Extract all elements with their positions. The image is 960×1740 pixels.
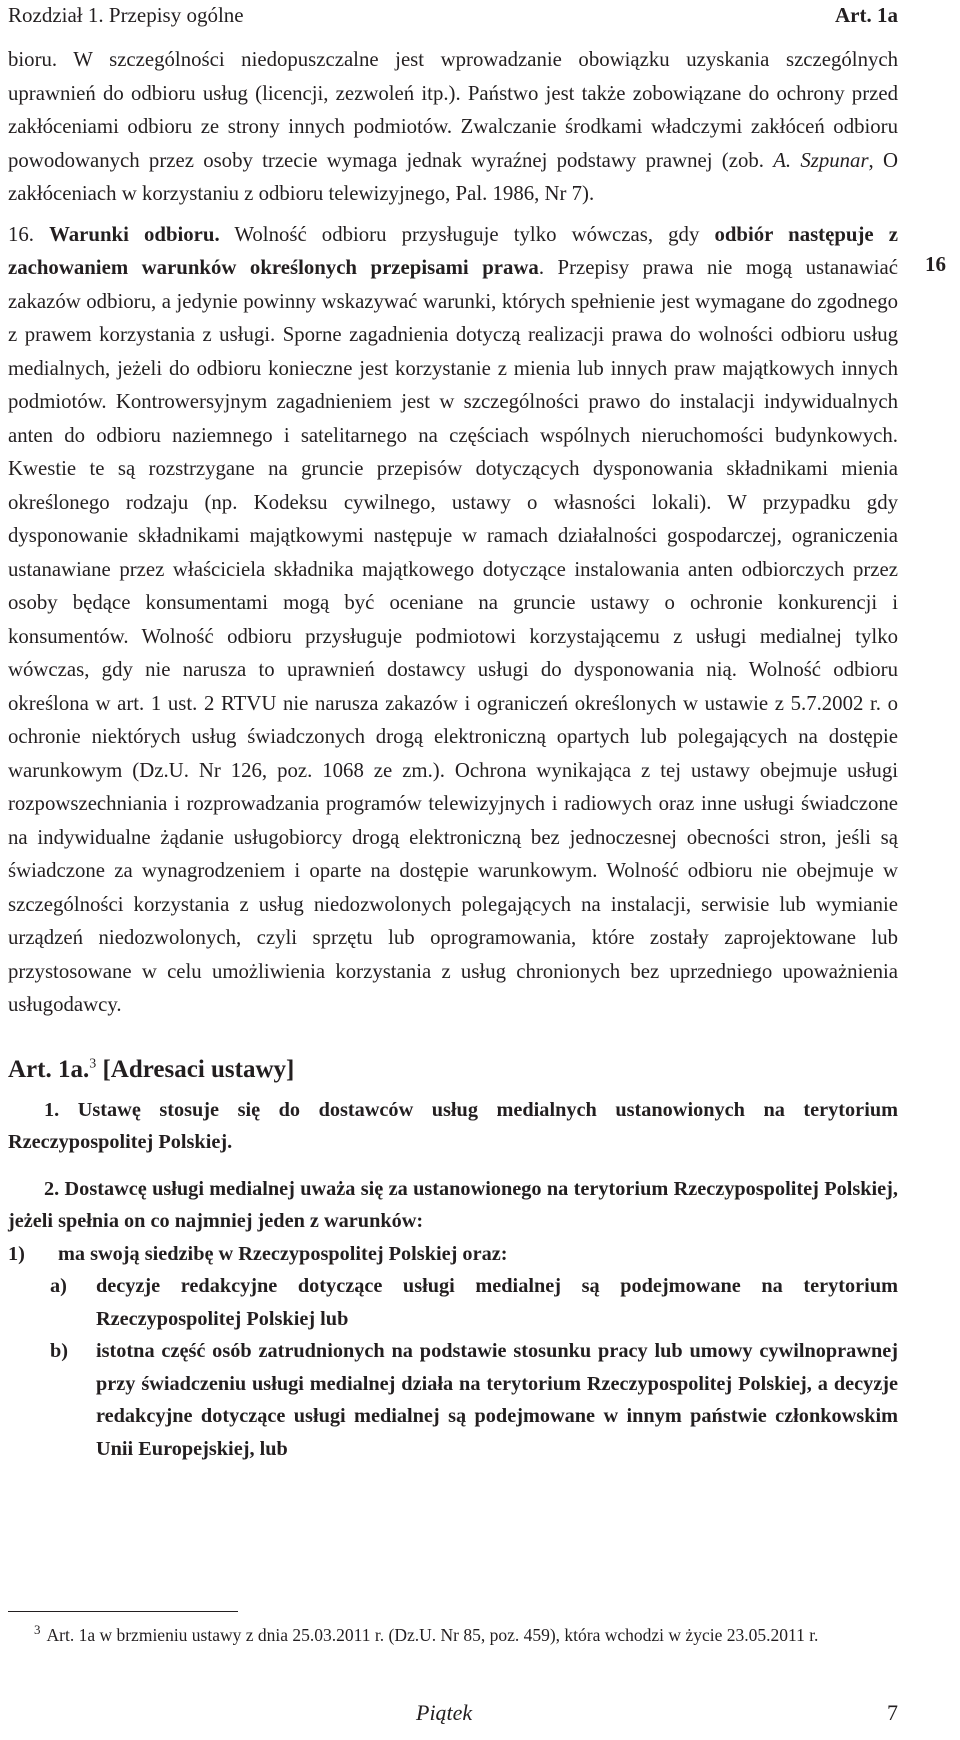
footnote-mark: 3	[34, 1622, 41, 1638]
article-section-2: 2. Dostawcę usługi medialnej uważa się za ustanowionego na terytorium Rzeczypospolitej Polskiej, jeżeli spełnia on co najmniej jeden z warunków:	[8, 1177, 898, 1232]
letter-number: b)	[50, 1340, 69, 1362]
letter-text: decyzje redakcyjne dotyczące usługi medialnej są podejmowane na terytorium Rzeczypospolitej Polskiej lub	[96, 1275, 898, 1330]
page-content	[8, 43, 898, 1465]
paragraph-16	[8, 218, 898, 1022]
footnote-reference: 3	[89, 1056, 97, 1072]
article-letter-a	[8, 1270, 898, 1335]
margin-number: 16	[925, 252, 946, 276]
point-number: 1)	[8, 1242, 25, 1265]
paragraph-continued	[8, 43, 898, 211]
article-title: [Adresaci ustawy]	[96, 1055, 295, 1083]
emphasis-text: odbiór następuje z zachowaniem warunków określonych przepisami prawa	[8, 222, 898, 279]
cited-author: A. Szpunar	[773, 148, 869, 172]
paragraph-text: , O zakłóceniach w korzystaniu z odbioru telewizyjnego, Pal. 1986, Nr 7).	[8, 148, 898, 205]
footnote-separator	[8, 1611, 238, 1612]
point-text: ma swoją siedzibę w Rzeczypospolitej Polskiej oraz:	[58, 1242, 508, 1265]
article-section-1: 1. Ustawę stosuje się do dostawców usług medialnych ustanowionych na terytorium Rzeczypospolitej Polskiej.	[8, 1098, 898, 1153]
running-header	[8, 0, 898, 30]
article-letter-b	[8, 1335, 898, 1465]
paragraph-text: . Przepisy prawa nie mogą ustanawiać zakazów odbioru, a jedynie powinny wskazywać warunki, których spełnienie jest wymagane do zgodnego z prawem korzystania z usługi. Sporne zagadnienia dotyczą realizacji prawa do wolności odbioru usług medialnych, jeżeli do odbioru konieczne jest korzystanie z mienia lub innych praw majątkowych innych podmiotów. Kontrowersyjnym zagadnieniem jest w szczególności prawo do instalacji indywidualnych anten do odbioru naziemnego i satelitarnego na częściach wspólnych nieruchomości budynkowych. Kwestie te są rozstrzygane na gruncie przepisów dotyczących dysponowania składnikami mienia określonego rodzaju (np. Kodeksu cywilnego, ustawy o własności lokali). W przypadku gdy dysponowanie składnikami majątkowymi następuje w ramach działalności gospodarczej, ograniczenia ustanawiane przez właściciela składnika majątkowego dotyczące instalowania anten odbiorczych przez osoby będące konsumentami mogą być oceniane na gruncie ustawy o ochronie konkurencji i konsumentów. Wolność odbioru przysługuje podmiotowi korzystającemu z usługi medialnej tylko wówczas, gdy nie narusza to uprawnień dostawcy usługi do dysponowania nią. Wolność odbioru określona w art. 1 ust. 2 RTVU nie narusza zakazów i ograniczeń określonych w ustawie z 5.7.2002 r. o ochronie niektórych usług świadczonych drogą elektroniczną opartych lub polegających na dostępie warunkowym (Dz.U. Nr 126, poz. 1068 ze zm.). Ochrona wynikająca z tej ustawy obejmuje usługi rozpowszechniania i rozprowadzania programów telewizyjnych i radiowych oraz inne usługi świadczone na indywidualne żądanie usługobiorcy drogą elektroniczną bez jednoczesnej obecności stron, jeśli są świadczone za wynagrodzeniem i oparte na dostępie warunkowym. Wolność odbioru nie obejmuje w szczególności korzystania z usług niedozwolonych polegających na instalacji, serwisie lub wymianie urządzeń niedozwolonych, czyli sprzętu lub oprogramowania, które zostały zaprojektowane lub przystosowane w celu umożliwienia korzystania z usług chronionych bez uprzedniego upoważnienia usługodawcy.	[8, 256, 898, 1016]
letter-text: istotna część osób zatrudnionych na podstawie stosunku pracy lub umowy cywilnoprawnej przy świadczeniu usługi medialnej działa na terytorium Rzeczypospolitej Polskiej, a decyzje redakcyjne dotyczące usługi medialnej są podejmowane w innym państwie członkowskim Unii Europejskiej, lub	[96, 1340, 898, 1460]
paragraph-number: 16.	[8, 222, 50, 246]
footnote	[8, 1622, 900, 1649]
paragraph-text: Wolność odbioru przysługuje tylko wówczas, gdy	[219, 222, 715, 246]
paragraph-heading: Warunki odbioru.	[49, 222, 220, 246]
chapter-title: Rozdział 1. Przepisy ogólne	[8, 3, 244, 27]
page-number: 7	[887, 1700, 898, 1725]
letter-number: a)	[50, 1275, 67, 1297]
footer-author: Piątek	[416, 1700, 473, 1725]
article-point-1	[8, 1238, 898, 1271]
article-label: Art. 1a.	[8, 1055, 90, 1083]
page-footer	[0, 1700, 898, 1734]
article-marker: Art. 1a	[835, 3, 898, 27]
paragraph-text: bioru. W szczególności niedopuszczalne jest wprowadzanie obowiązku uzyskania szczególnych uprawnień do odbioru usług (licencji, zezwoleń itp.). Państwo jest także zobowiązane do ochrony przed zakłóceniami odbioru ze strony innych podmiotów. Zwalczanie środkami władczymi zakłóceń odbioru powodowanych przez osoby trzecie wymaga jednak wyraźnej podstawy prawnej (zob.	[8, 48, 898, 172]
footnote-text: Art. 1a w brzmieniu ustawy z dnia 25.03.2011 r. (Dz.U. Nr 85, poz. 459), która wchodzi w życie 23.05.2011 r.	[46, 1625, 819, 1645]
article-heading	[8, 1050, 898, 1090]
